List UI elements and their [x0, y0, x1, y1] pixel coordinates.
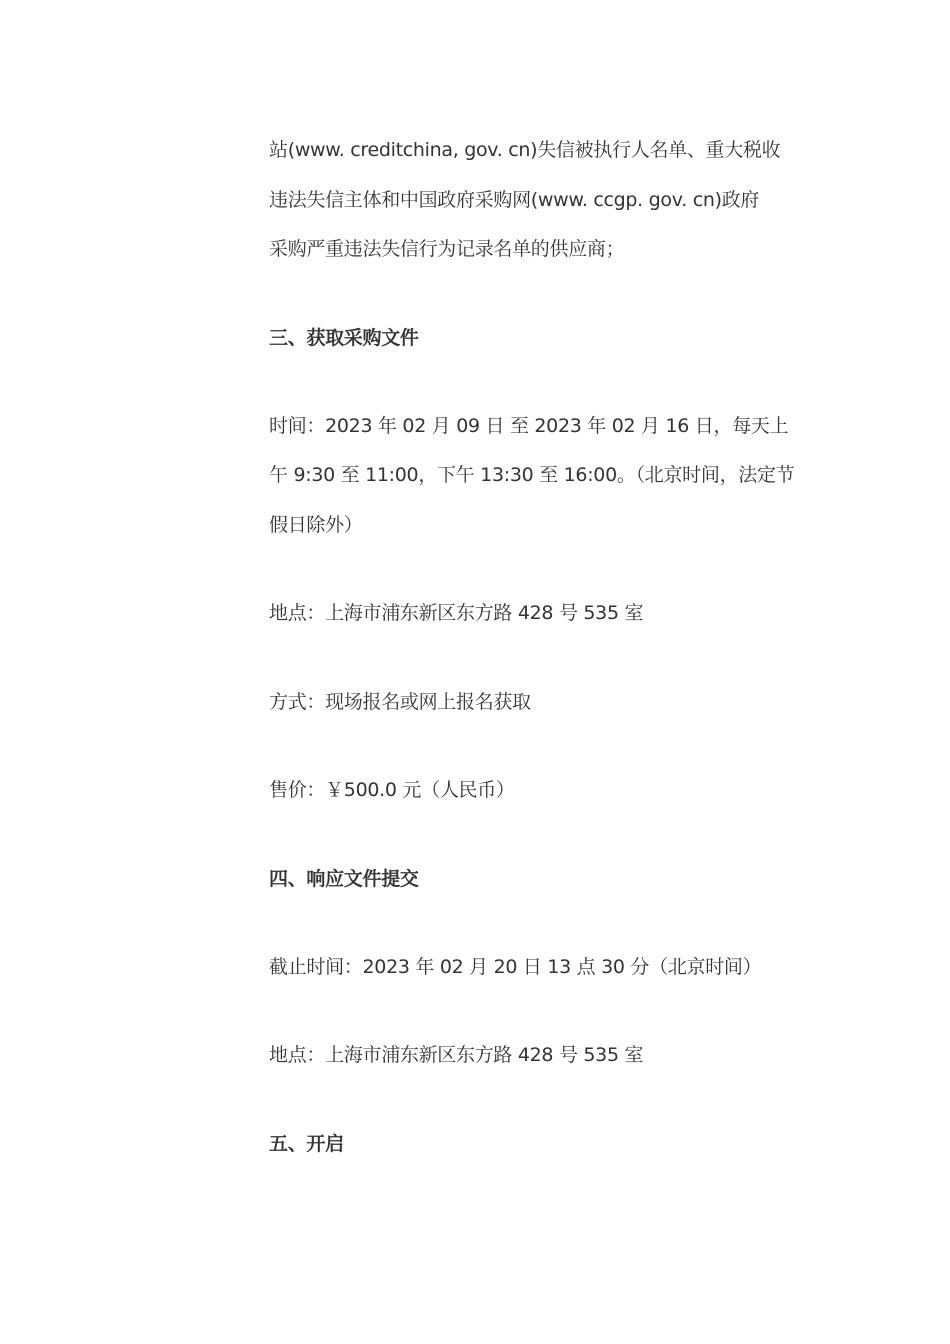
section-3-method: 方式：现场报名或网上报名获取	[269, 691, 531, 713]
section-5-heading: 五、开启	[269, 1133, 344, 1155]
intro-line-3: 采购严重违法失信行为记录名单的供应商；	[269, 238, 625, 260]
section-3-time-line-3: 假日除外）	[269, 514, 363, 536]
intro-line-1: 站(www. creditchina, gov. cn)失信被执行人名单、重大税收	[269, 139, 781, 161]
section-3-location: 地点：上海市浦东新区东方路 428 号 535 室	[269, 602, 644, 624]
section-4-deadline: 截止时间：2023 年 02 月 20 日 13 点 30 分（北京时间）	[269, 956, 762, 978]
intro-line-2: 违法失信主体和中国政府采购网(www. ccgp. gov. cn)政府	[269, 189, 760, 211]
section-3-price: 售价：￥500.0 元（人民币）	[269, 779, 515, 801]
section-4-location: 地点：上海市浦东新区东方路 428 号 535 室	[269, 1044, 644, 1066]
section-3-time-line-2: 午 9:30 至 11:00，下午 13:30 至 16:00。（北京时间，法定节	[269, 464, 795, 486]
section-4-heading: 四、响应文件提交	[269, 868, 419, 890]
section-3-time-line-1: 时间：2023 年 02 月 09 日 至 2023 年 02 月 16 日，每天上	[269, 415, 789, 437]
section-3-heading: 三、获取采购文件	[269, 327, 419, 349]
